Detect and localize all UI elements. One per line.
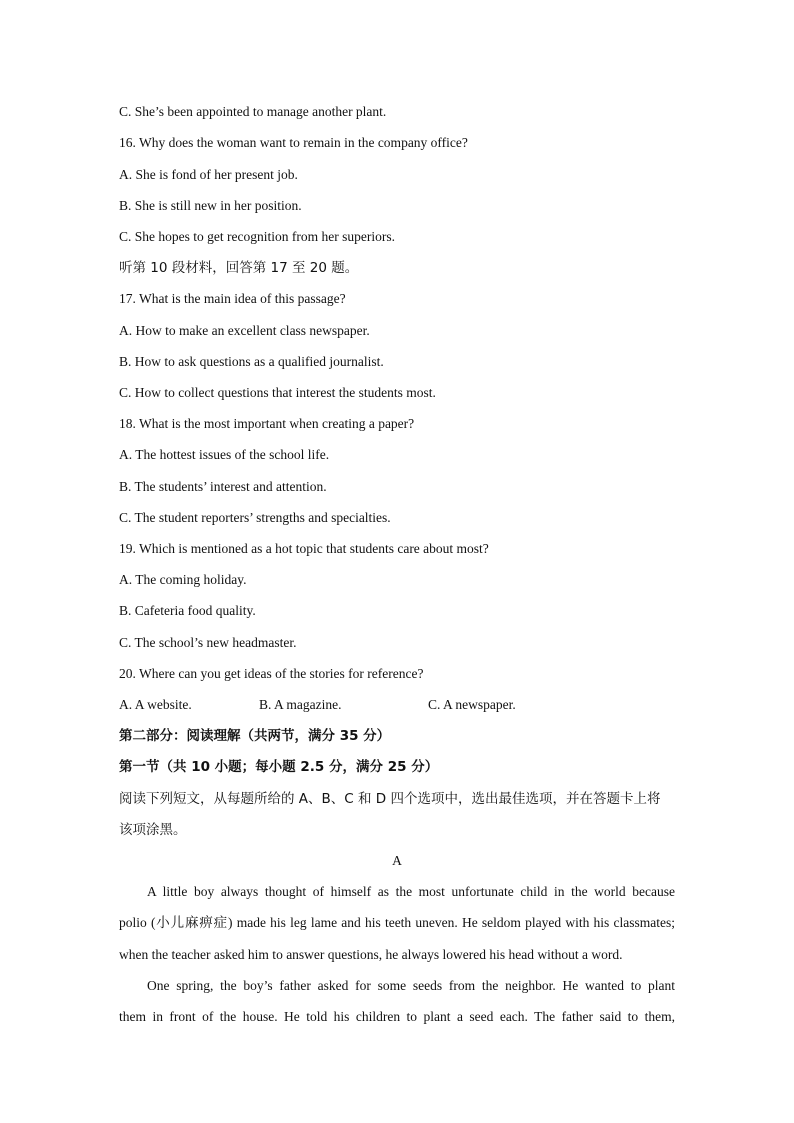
q20-option-a: A. A website. — [119, 697, 192, 712]
question-20: 20. Where can you get ideas of the stories for reference? — [119, 666, 424, 681]
reading-instruction-line2: 该项涂黑。 — [119, 822, 187, 838]
listening-instruction: 听第 10 段材料，回答第 17 至 20 题。 — [119, 260, 359, 276]
q19-option-c: C. The school’s new headmaster. — [119, 635, 297, 650]
q16-option-c: C. She hopes to get recognition from her superiors. — [119, 229, 395, 244]
passage-p2-line2: them in front of the house. He told his children to plant a seed each. The father said to them, — [119, 1009, 675, 1024]
passage-p2-line1: One spring, the boy’s father asked for some seeds from the neighbor. He wanted to plant — [147, 978, 675, 993]
q19-option-b: B. Cafeteria food quality. — [119, 603, 256, 618]
reading-instruction-line1: 阅读下列短文，从每题所给的 A、B、C 和 D 四个选项中，选出最佳选项，并在答题卡上将 — [119, 791, 661, 807]
q17-option-a: A. How to make an excellent class newspaper. — [119, 323, 370, 338]
q18-option-c: C. The student reporters’ strengths and specialties. — [119, 510, 391, 525]
passage-p1-line3: when the teacher asked him to answer questions, he always lowered his head without a word. — [119, 947, 623, 962]
q17-option-c: C. How to collect questions that interest the students most. — [119, 385, 436, 400]
q15-option-c: C. She’s been appointed to manage another plant. — [119, 104, 387, 119]
question-16: 16. Why does the woman want to remain in the company office? — [119, 135, 468, 150]
q20-option-c: C. A newspaper. — [428, 697, 516, 712]
part2-title: 第二部分：阅读理解（共两节，满分 35 分） — [119, 728, 391, 744]
passage-label: A — [392, 853, 402, 868]
q20-option-b: B. A magazine. — [259, 697, 342, 712]
section1-title: 第一节（共 10 小题；每小题 2.5 分，满分 25 分） — [119, 759, 439, 775]
question-19: 19. Which is mentioned as a hot topic that students care about most? — [119, 541, 489, 556]
passage-p1-line2: polio (小儿麻痹症) made his leg lame and his teeth uneven. He seldom played with his classmates; — [119, 915, 675, 930]
passage-p1-line1: A little boy always thought of himself as the most unfortunate child in the world because — [147, 884, 675, 899]
question-18: 18. What is the most important when creating a paper? — [119, 416, 415, 431]
q17-option-b: B. How to ask questions as a qualified journalist. — [119, 354, 384, 369]
question-17: 17. What is the main idea of this passage? — [119, 291, 346, 306]
q19-option-a: A. The coming holiday. — [119, 572, 247, 587]
q16-option-b: B. She is still new in her position. — [119, 198, 302, 213]
q18-option-a: A. The hottest issues of the school life. — [119, 447, 330, 462]
q16-option-a: A. She is fond of her present job. — [119, 167, 298, 182]
q18-option-b: B. The students’ interest and attention. — [119, 479, 327, 494]
